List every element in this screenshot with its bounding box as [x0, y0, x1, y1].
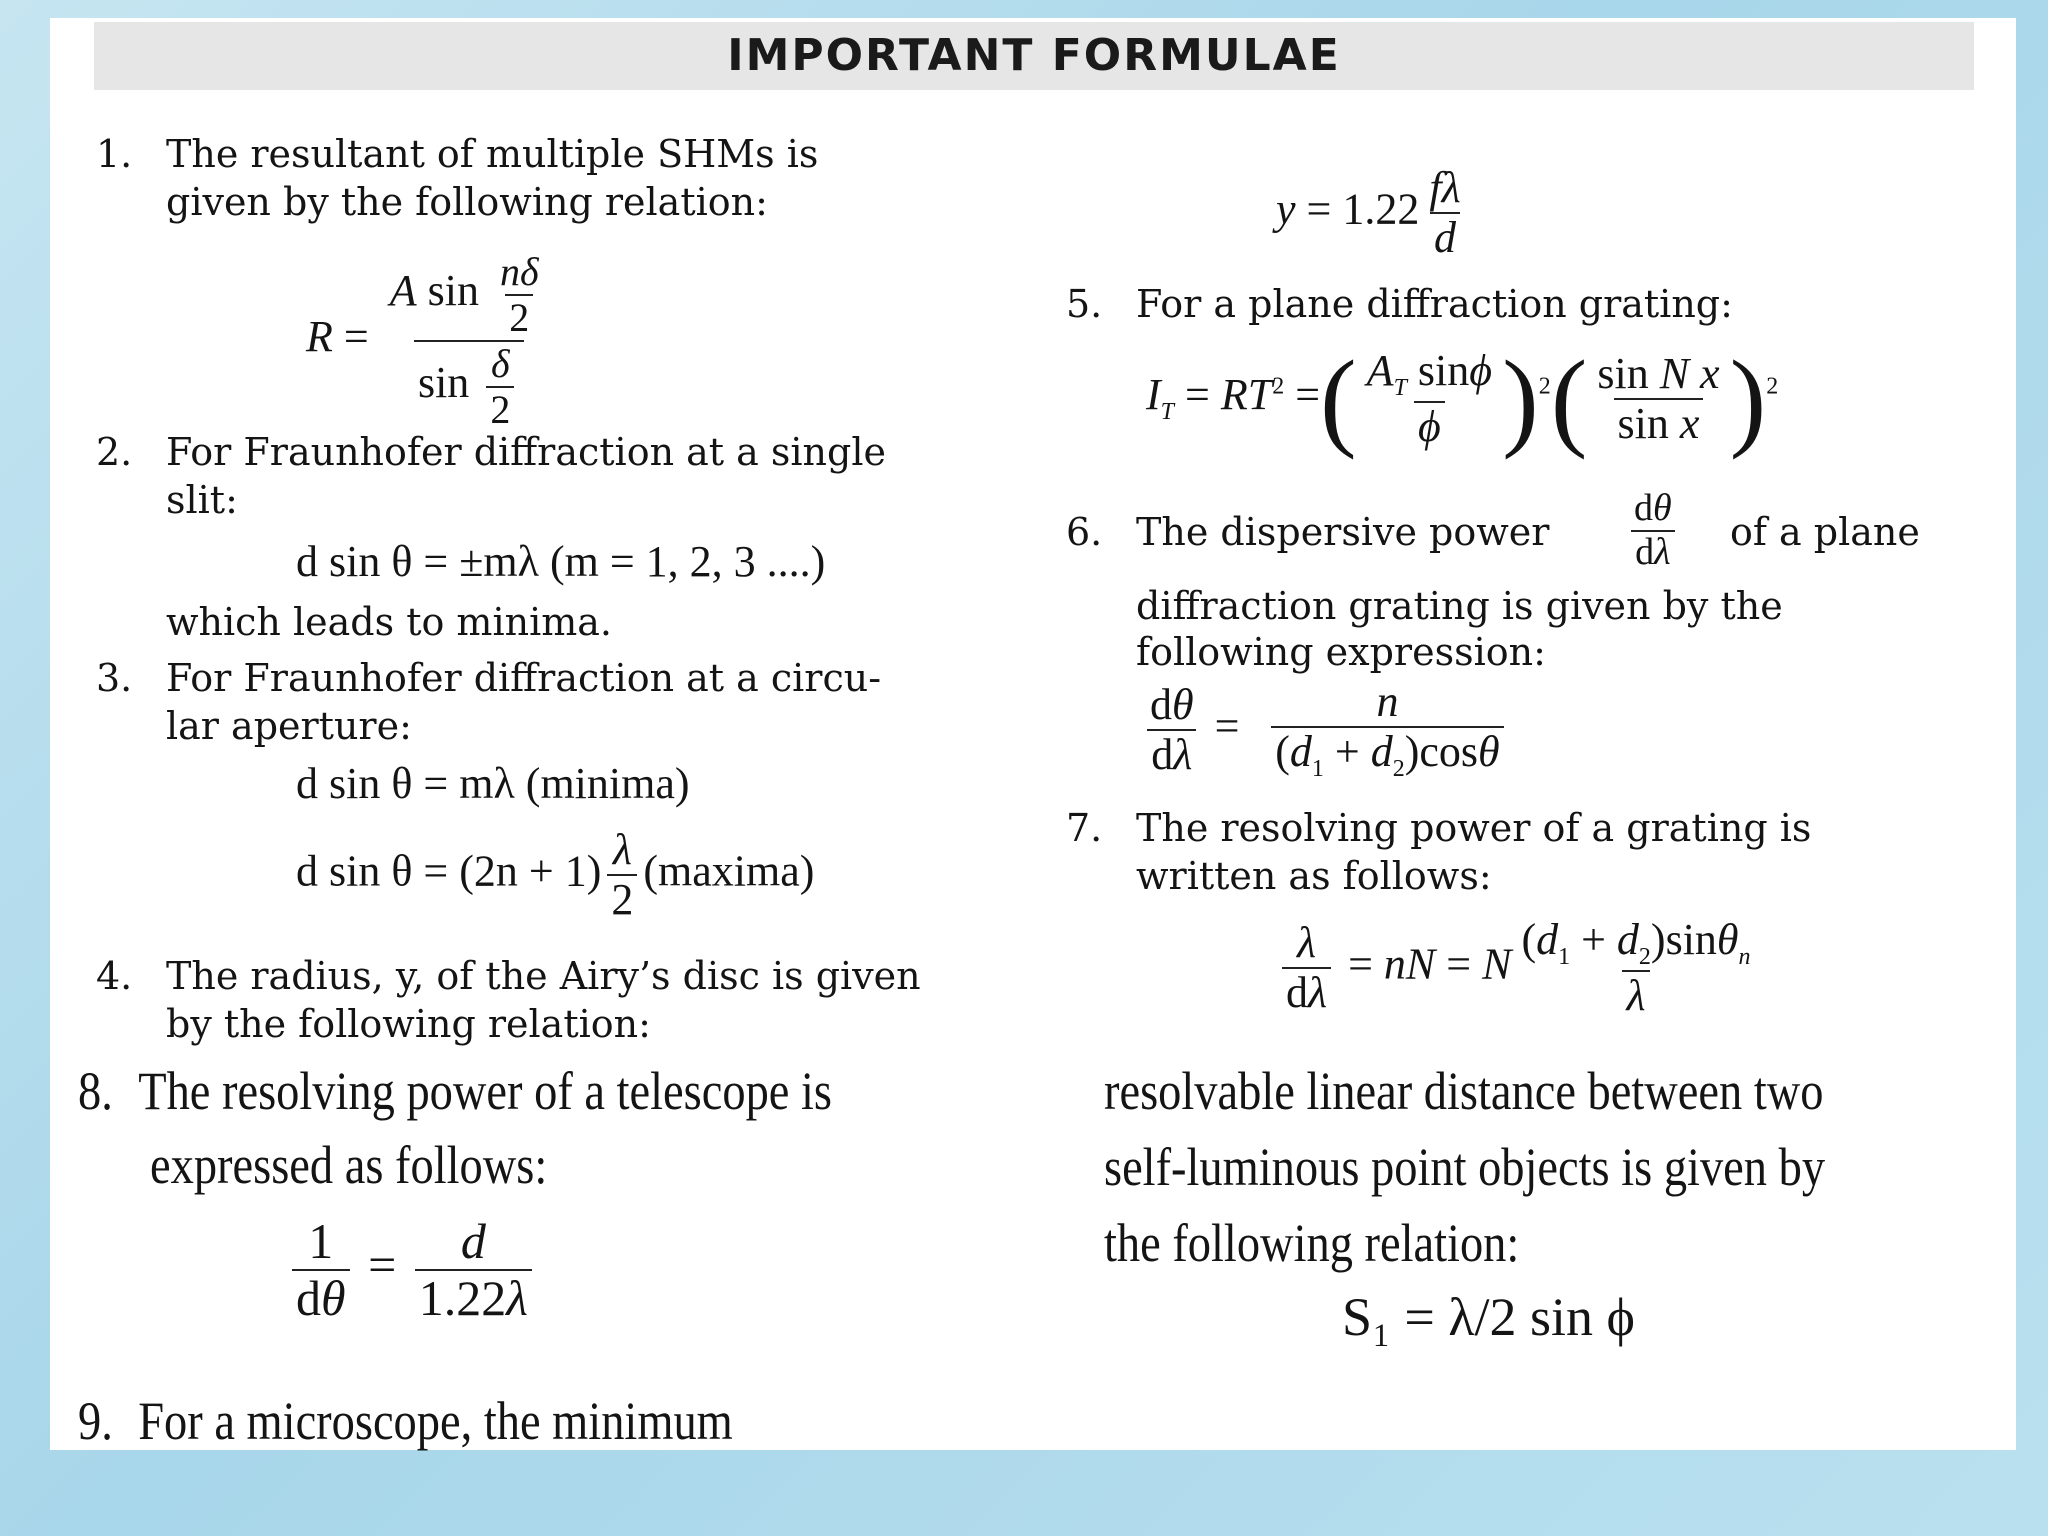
- formula-resultant-shm: R = A sin $\frac{n\delta}{2}$ sin $\frac{\delta}{2}$: [306, 250, 559, 432]
- item-number: 2.: [96, 430, 133, 474]
- item-7-line-2: written as follows:: [1136, 854, 1492, 898]
- item-text: The radius, y, of the Airy’s disc is given: [166, 954, 921, 998]
- item-2-line-1: [96, 428, 886, 476]
- item-2-line-2: slit:: [166, 478, 238, 522]
- formula-airy-disc: y = 1.22 $\frac{f\lambda}{d}$: [1276, 164, 1471, 263]
- item-8-line-1: [78, 1054, 832, 1128]
- item-text: The resolving power of a telescope is: [138, 1061, 832, 1121]
- item-6-line-1: [1066, 508, 1549, 556]
- item-number: 4.: [96, 954, 133, 998]
- formula-dtheta-dlambda: [1624, 488, 1682, 574]
- item-text: For Fraunhofer diffraction at a circu-: [166, 656, 882, 700]
- item-9-line-1: [78, 1384, 733, 1458]
- fraction: $\frac{n}{(d_1 + d_2)\cos\theta}$: [1256, 678, 1518, 783]
- continuation-line-2: self-luminous point objects is given by: [1104, 1137, 1826, 1197]
- item-text: The resultant of multiple SHMs is: [166, 132, 819, 176]
- fraction: $\frac{(d_1 + d_2)\sin\theta_n}{\lambda}$: [1521, 915, 1751, 1021]
- fraction: $\frac{f\lambda}{d}$: [1429, 163, 1461, 263]
- item-3-line-1: [96, 654, 881, 702]
- continuation-line-1: resolvable linear distance between two: [1104, 1061, 1824, 1121]
- item-3-line-2: lar aperture:: [166, 704, 412, 748]
- item-2-after: which leads to minima.: [166, 600, 612, 644]
- item-text: The dispersive power: [1136, 510, 1550, 554]
- fraction: $\frac{d}{1.22\lambda}$: [415, 1214, 532, 1326]
- item-4-line-1: [96, 952, 921, 1000]
- formula-single-slit: d sin θ = ±mλ (m = 1, 2, 3 ....): [296, 537, 826, 586]
- formula-microscope: S₁ = λ/2 sin ϕ: [1342, 1287, 1635, 1347]
- item-text: The resolving power of a grating is: [1136, 806, 1812, 850]
- slide: [50, 18, 2016, 1450]
- fraction: A sin $\frac{n\delta}{2}$ sin $\frac{\delta}{2}$: [389, 249, 539, 432]
- item-7-line-1: [1066, 804, 1811, 852]
- formula-grating-intensity: $I_T = RT^2$ =( $\frac{A_T \sin\phi}{\phi}$ )$^2$( $\frac{\text{sin N x}}{\text{sin x}}$ )$^2$: [1146, 338, 1779, 460]
- fraction: $\frac{1}{d\theta}$: [292, 1214, 350, 1326]
- formula-circular-maxima: [296, 826, 814, 925]
- fraction: $\frac{\lambda}{2}$: [607, 826, 637, 925]
- item-8-line-2: expressed as follows:: [150, 1135, 548, 1195]
- item-1-line-2: given by the following relation:: [166, 180, 768, 224]
- item-text: For a microscope, the minimum: [138, 1391, 733, 1451]
- item-number: 5.: [1066, 282, 1103, 326]
- item-number: 1.: [96, 132, 133, 176]
- formula-dispersive-power: $\frac{d\theta}{d\lambda}$ = $\frac{n}{(d_1 + d_2)\cos\theta}$: [1140, 678, 1524, 783]
- fraction: $\frac{\lambda}{d\lambda}$: [1282, 919, 1331, 1018]
- item-number: 9.: [78, 1391, 113, 1451]
- formula-resolving-power-grating: $\frac{\lambda}{d\lambda}$ = nN = N $\frac{(d_1 + d_2)\sin\theta_n}{\lambda}$: [1276, 916, 1761, 1021]
- formula-telescope: $\frac{1}{d\theta}$ = $\frac{d}{1.22\lambda}$: [286, 1214, 538, 1326]
- continuation-line-3: the following relation:: [1104, 1213, 1520, 1273]
- item-5-line-1: [1066, 280, 1733, 328]
- slide-title: IMPORTANT FORMULAE: [94, 22, 1974, 90]
- fraction: $\frac{A_T \sin\phi}{\phi}$: [1366, 345, 1493, 451]
- item-text: For Fraunhofer diffraction at a single: [166, 430, 886, 474]
- formula-circular-minima: d sin θ = mλ (minima): [296, 759, 690, 808]
- item-6-line-1b: of a plane: [1730, 510, 1920, 554]
- fraction: $\frac{\text{sin N x}}{\text{sin x}}$: [1597, 348, 1720, 448]
- item-4-line-2: by the following relation:: [166, 1002, 651, 1046]
- fraction: $\frac{d\theta}{d\lambda}$: [1630, 488, 1676, 574]
- item-number: 3.: [96, 656, 133, 700]
- fraction: $\frac{d\theta}{d\lambda}$: [1146, 681, 1198, 780]
- item-6-line-3: following expression:: [1136, 630, 1546, 674]
- item-number: 8.: [78, 1061, 113, 1121]
- formula-part: (maxima): [643, 846, 815, 896]
- item-number: 6.: [1066, 510, 1103, 554]
- item-1-line-1: [96, 130, 818, 178]
- item-number: 7.: [1066, 806, 1103, 850]
- item-6-line-2: diffraction grating is given by the: [1136, 584, 1783, 628]
- item-text: For a plane diffraction grating:: [1136, 282, 1733, 326]
- formula-part: d sin θ = (2n + 1): [296, 846, 602, 896]
